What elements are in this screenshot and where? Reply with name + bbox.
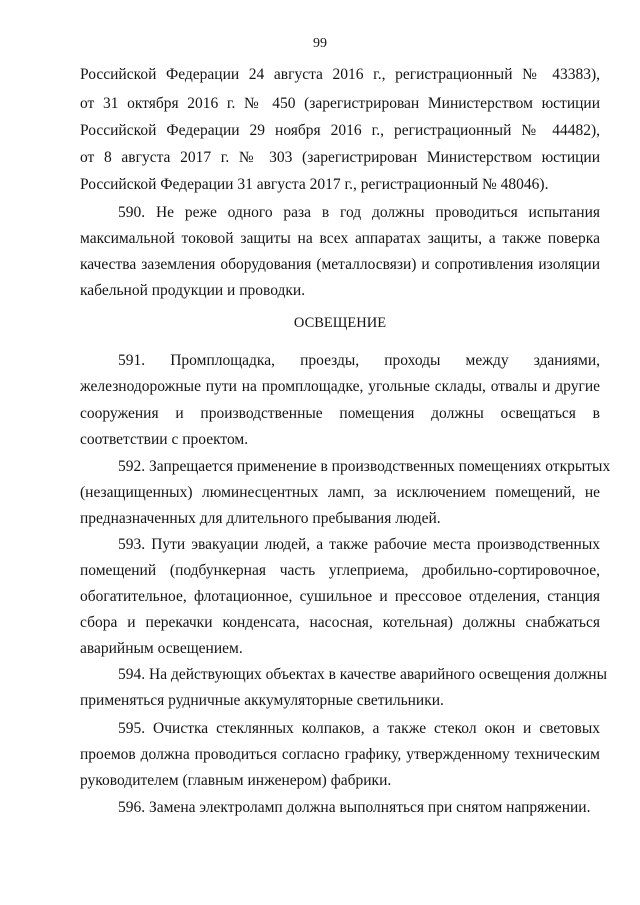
text-line: обогатительное, флотационное, сушильное и прессовое отделения, станция [80,588,600,605]
paragraph-593-first-line: 593. Пути эвакуации людей, а также рабочие места производственных [118,536,600,553]
text-line: руководителем (главным инженером) фабрики. [80,772,392,789]
text-line: предназначенных для длительного пребывания людей. [80,510,441,527]
paragraph-591-first-line: 591. Промплощадка, проезды, проходы между зданиями, [118,352,600,369]
paragraph-594-first-line: 594. На действующих объектах в качестве аварийного освещения должны [118,666,607,683]
paragraph-592-first-line: 592. Запрещается применение в производственных помещениях открытых [118,458,611,475]
text-line: сооружения и производственные помещения должны освещаться в [80,405,600,422]
paragraph-596-line: 596. Замена электроламп должна выполняться при снятом напряжении. [118,799,591,816]
text-line: Российской Федерации 24 августа 2016 г., регистрационный № 43383), [80,66,600,83]
text-line: применяться рудничные аккумуляторные светильники. [80,692,444,709]
text-line: качества заземления оборудования (металлосвязи) и сопротивления изоляции [80,256,600,273]
text-line: Российской Федерации 31 августа 2017 г., регистрационный № 48046). [80,176,549,193]
text-line: сбора и перекачки конденсата, насосная, котельная) должны снабжаться [80,614,600,631]
page-number: 99 [313,36,327,51]
text-line: (незащищенных) люминесцентных ламп, за исключением помещений, не [80,484,600,501]
text-line: аварийным освещением. [80,640,243,657]
text-line: железнодорожные пути на промплощадке, угольные склады, отвалы и другие [80,378,600,395]
text-line: от 8 августа 2017 г. № 303 (зарегистрирован Министерством юстиции [80,149,600,166]
text-line: помещений (подбункерная часть углеприема, дробильно-сортировочное, [80,562,600,579]
text-line: соответствии с проектом. [80,431,249,448]
paragraph-595-first-line: 595. Очистка стеклянных колпаков, а также стекол окон и световых [118,720,600,737]
text-line: максимальной токовой защиты на всех аппаратах защиты, а также поверка [80,230,600,247]
paragraph-590-first-line: 590. Не реже одного раза в год должны проводиться испытания [118,204,600,221]
text-line: кабельной продукции и проводки. [80,282,306,299]
section-heading: ОСВЕЩЕНИЕ [293,315,387,331]
text-line: проемов должна проводиться согласно графику, утвержденному техническим [80,746,600,763]
text-line: Российской Федерации 29 ноября 2016 г., регистрационный № 44482), [80,122,600,139]
text-line: от 31 октября 2016 г. № 450 (зарегистрирован Министерством юстиции [80,95,600,112]
